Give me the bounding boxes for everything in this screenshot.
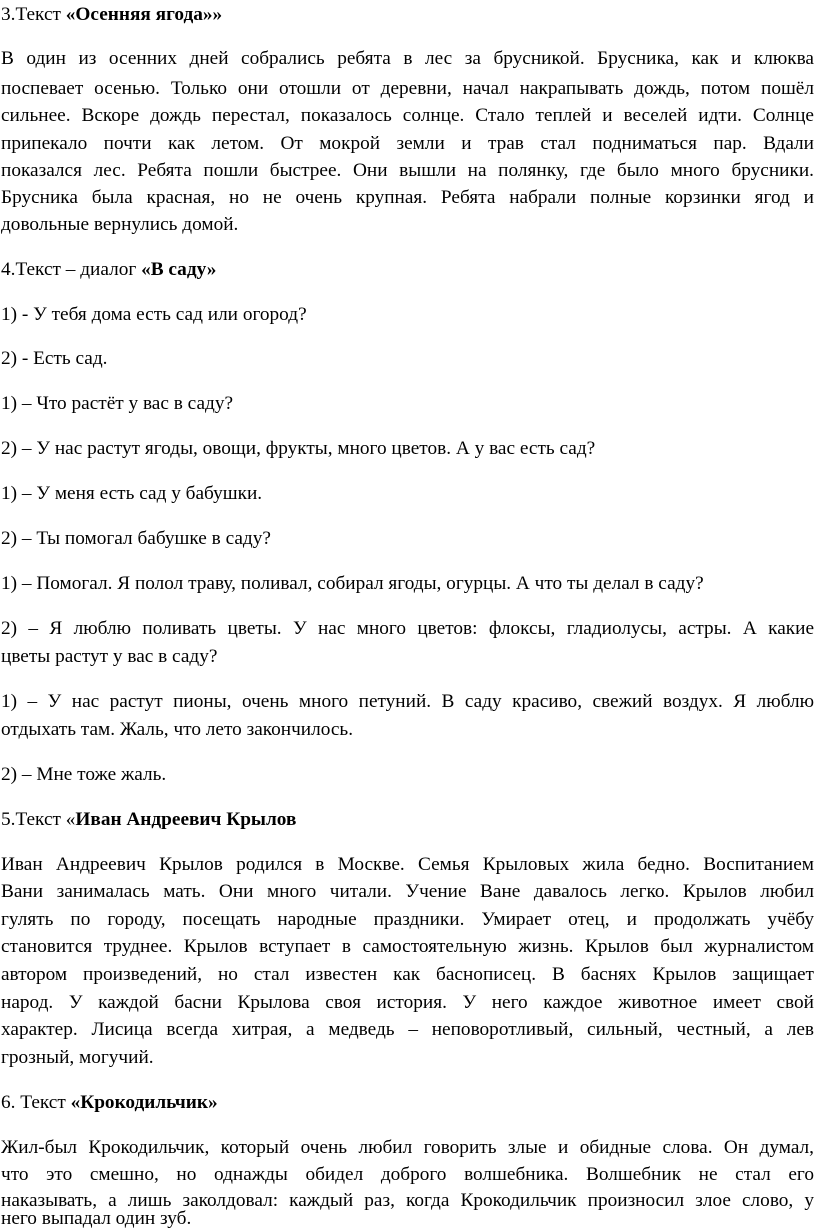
paragraph-line: характер. Лисица всегда хитрая, а медведь – неповоротливый, сильный, честный, а лев bbox=[1, 1019, 814, 1040]
heading-prefix: 6. Текст bbox=[1, 1092, 71, 1113]
dialog-line: 1) – У меня есть сад у бабушки. bbox=[1, 483, 263, 504]
paragraph-line: показался лес. Ребята пошли быстрее. Они вышли на полянку, где было много брусники. bbox=[1, 160, 814, 181]
dialog-line: 1) – У нас растут пионы, очень много петуний. В саду красиво, свежий воздух. Я люблю bbox=[1, 691, 814, 712]
dialog-line: 1) - У тебя дома есть сад или огород? bbox=[1, 304, 307, 325]
section-4-heading bbox=[1, 257, 814, 283]
heading-title: Иван Андреевич Крылов bbox=[75, 809, 297, 830]
paragraph-line: грозный, могучий. bbox=[1, 1047, 154, 1068]
dialog-line: цветы растут у вас в саду? bbox=[1, 646, 218, 667]
heading-prefix: 3.Текст bbox=[1, 4, 66, 25]
dialog-line: 2) – У нас растут ягоды, овощи, фрукты, много цветов. А у вас есть сад? bbox=[1, 438, 596, 459]
paragraph-line: народ. У каждой басни Крылова своя история. У него каждое животное имеет свой bbox=[1, 992, 814, 1013]
paragraph-line: гулять по городу, посещать народные праздники. Умирает отец, и продолжать учёбу bbox=[1, 909, 814, 930]
paragraph-line: Жил-был Крокодильчик, который очень любил говорить злые и обидные слова. Он думал, bbox=[1, 1137, 814, 1158]
heading-title: «Крокодильчик» bbox=[70, 1092, 218, 1113]
section-6-heading bbox=[1, 1090, 814, 1116]
paragraph-line: сильнее. Вскоре дождь перестал, показалось солнце. Стало теплей и веселей идти. Солнце bbox=[1, 105, 814, 126]
paragraph-line: припекало почти как летом. От мокрой земли и трав стал подниматься пар. Вдали bbox=[1, 133, 814, 154]
paragraph-line: становится труднее. Крылов вступает в самостоятельную жизнь. Крылов был журналистом bbox=[1, 936, 814, 957]
dialog-line: 2) – Мне тоже жаль. bbox=[1, 764, 167, 785]
paragraph-line: довольные вернулись домой. bbox=[1, 214, 239, 235]
heading-prefix: 5.Текст « bbox=[1, 809, 76, 830]
paragraph-line: автором произведений, но стал известен как баснописец. В баснях Крылов защищает bbox=[1, 964, 814, 985]
paragraph-line: что это смешно, но однажды обидел доброго волшебника. Волшебник не стал его bbox=[1, 1164, 814, 1185]
dialog-line: 1) – Помогал. Я полол траву, поливал, собирал ягоды, огурцы. А что ты делал в саду? bbox=[1, 573, 704, 594]
dialog-line: 2) – Я люблю поливать цветы. У нас много цветов: флоксы, гладиолусы, астры. А какие bbox=[1, 618, 814, 639]
paragraph-line: него выпадал один зуб. bbox=[1, 1208, 192, 1229]
paragraph-line: В один из осенних дней собрались ребята в лес за брусникой. Брусника, как и клюква bbox=[1, 48, 814, 69]
dialog-line: 2) - Есть сад. bbox=[1, 348, 108, 369]
dialog-line: отдыхать там. Жаль, что лето закончилось. bbox=[1, 719, 354, 740]
section-3-heading bbox=[1, 2, 814, 28]
paragraph-line: поспевает осенью. Только они отошли от деревни, начал накрапывать дождь, потом пошёл bbox=[1, 78, 814, 99]
paragraph-line: Иван Андреевич Крылов родился в Москве. Семья Крыловых жила бедно. Воспитанием bbox=[1, 854, 814, 875]
dialog-line: 1) – Что растёт у вас в саду? bbox=[1, 393, 234, 414]
dialog-line: 2) – Ты помогал бабушке в саду? bbox=[1, 528, 271, 549]
section-5-heading bbox=[1, 807, 814, 833]
heading-title: «В саду» bbox=[141, 259, 217, 280]
paragraph-line: наказывать, а лишь заколдовал: каждый раз, когда Крокодильчик произносил злое слово, у bbox=[1, 1190, 814, 1211]
paragraph-line: Вани занималась мать. Они много читали. Учение Ване давалось легко. Крылов любил bbox=[1, 881, 814, 902]
heading-title: «Осенняя ягода»» bbox=[65, 4, 223, 25]
paragraph-line: Брусника была красная, но не очень крупная. Ребята набрали полные корзинки ягод и bbox=[1, 187, 814, 208]
heading-prefix: 4.Текст – диалог bbox=[1, 259, 142, 280]
